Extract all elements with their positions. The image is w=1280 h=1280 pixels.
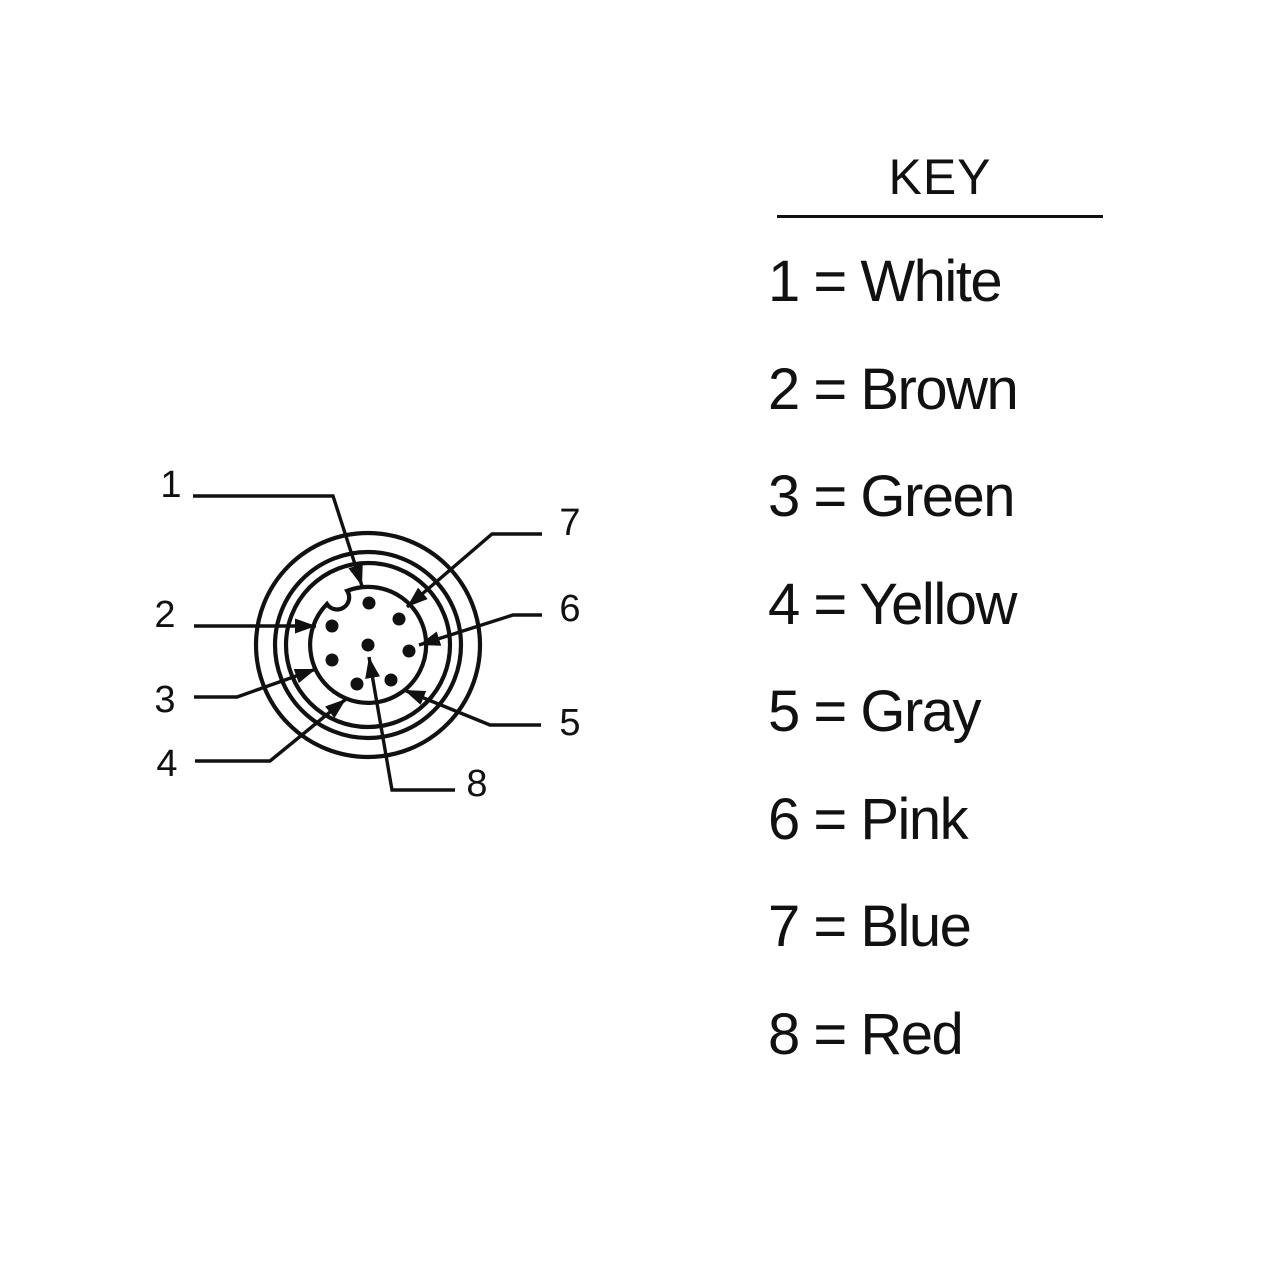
key-entry-7: 7 = Blue bbox=[768, 894, 971, 959]
key-entry-5: 5 = Gray bbox=[768, 679, 981, 744]
pin-dot-2 bbox=[326, 620, 339, 633]
key-entry-4: 4 = Yellow bbox=[768, 572, 1016, 637]
pin-1-leader-line bbox=[193, 496, 362, 586]
key-title: KEY bbox=[888, 149, 992, 205]
pin-5-label: 5 bbox=[559, 702, 581, 744]
pin-1-label: 1 bbox=[160, 464, 182, 506]
key-entry-3: 3 = Green bbox=[768, 464, 1015, 529]
pin-dot-6 bbox=[403, 645, 416, 658]
pin-3-label: 3 bbox=[154, 679, 176, 721]
key-title-underline bbox=[777, 215, 1103, 218]
pin-dot-4 bbox=[351, 678, 364, 691]
pin-dot-5 bbox=[385, 674, 398, 687]
pin-8-label: 8 bbox=[466, 763, 488, 805]
pin-dot-3 bbox=[326, 654, 339, 667]
pin-2-label: 2 bbox=[154, 594, 176, 636]
pin-4-leader-line bbox=[195, 699, 346, 761]
pin-4-label: 4 bbox=[156, 743, 178, 785]
pin-dot-7 bbox=[393, 613, 406, 626]
key-entry-6: 6 = Pink bbox=[768, 787, 968, 852]
key-entry-2: 2 = Brown bbox=[768, 357, 1018, 422]
pin-dot-8-center bbox=[362, 639, 375, 652]
pin-7-leader-line bbox=[407, 534, 542, 607]
key-entry-1: 1 = White bbox=[768, 249, 1002, 314]
pin-7-label: 7 bbox=[559, 502, 581, 544]
key-entry-8: 8 = Red bbox=[768, 1002, 963, 1067]
pin-dot-1 bbox=[363, 597, 376, 610]
pin-6-label: 6 bbox=[559, 588, 581, 630]
